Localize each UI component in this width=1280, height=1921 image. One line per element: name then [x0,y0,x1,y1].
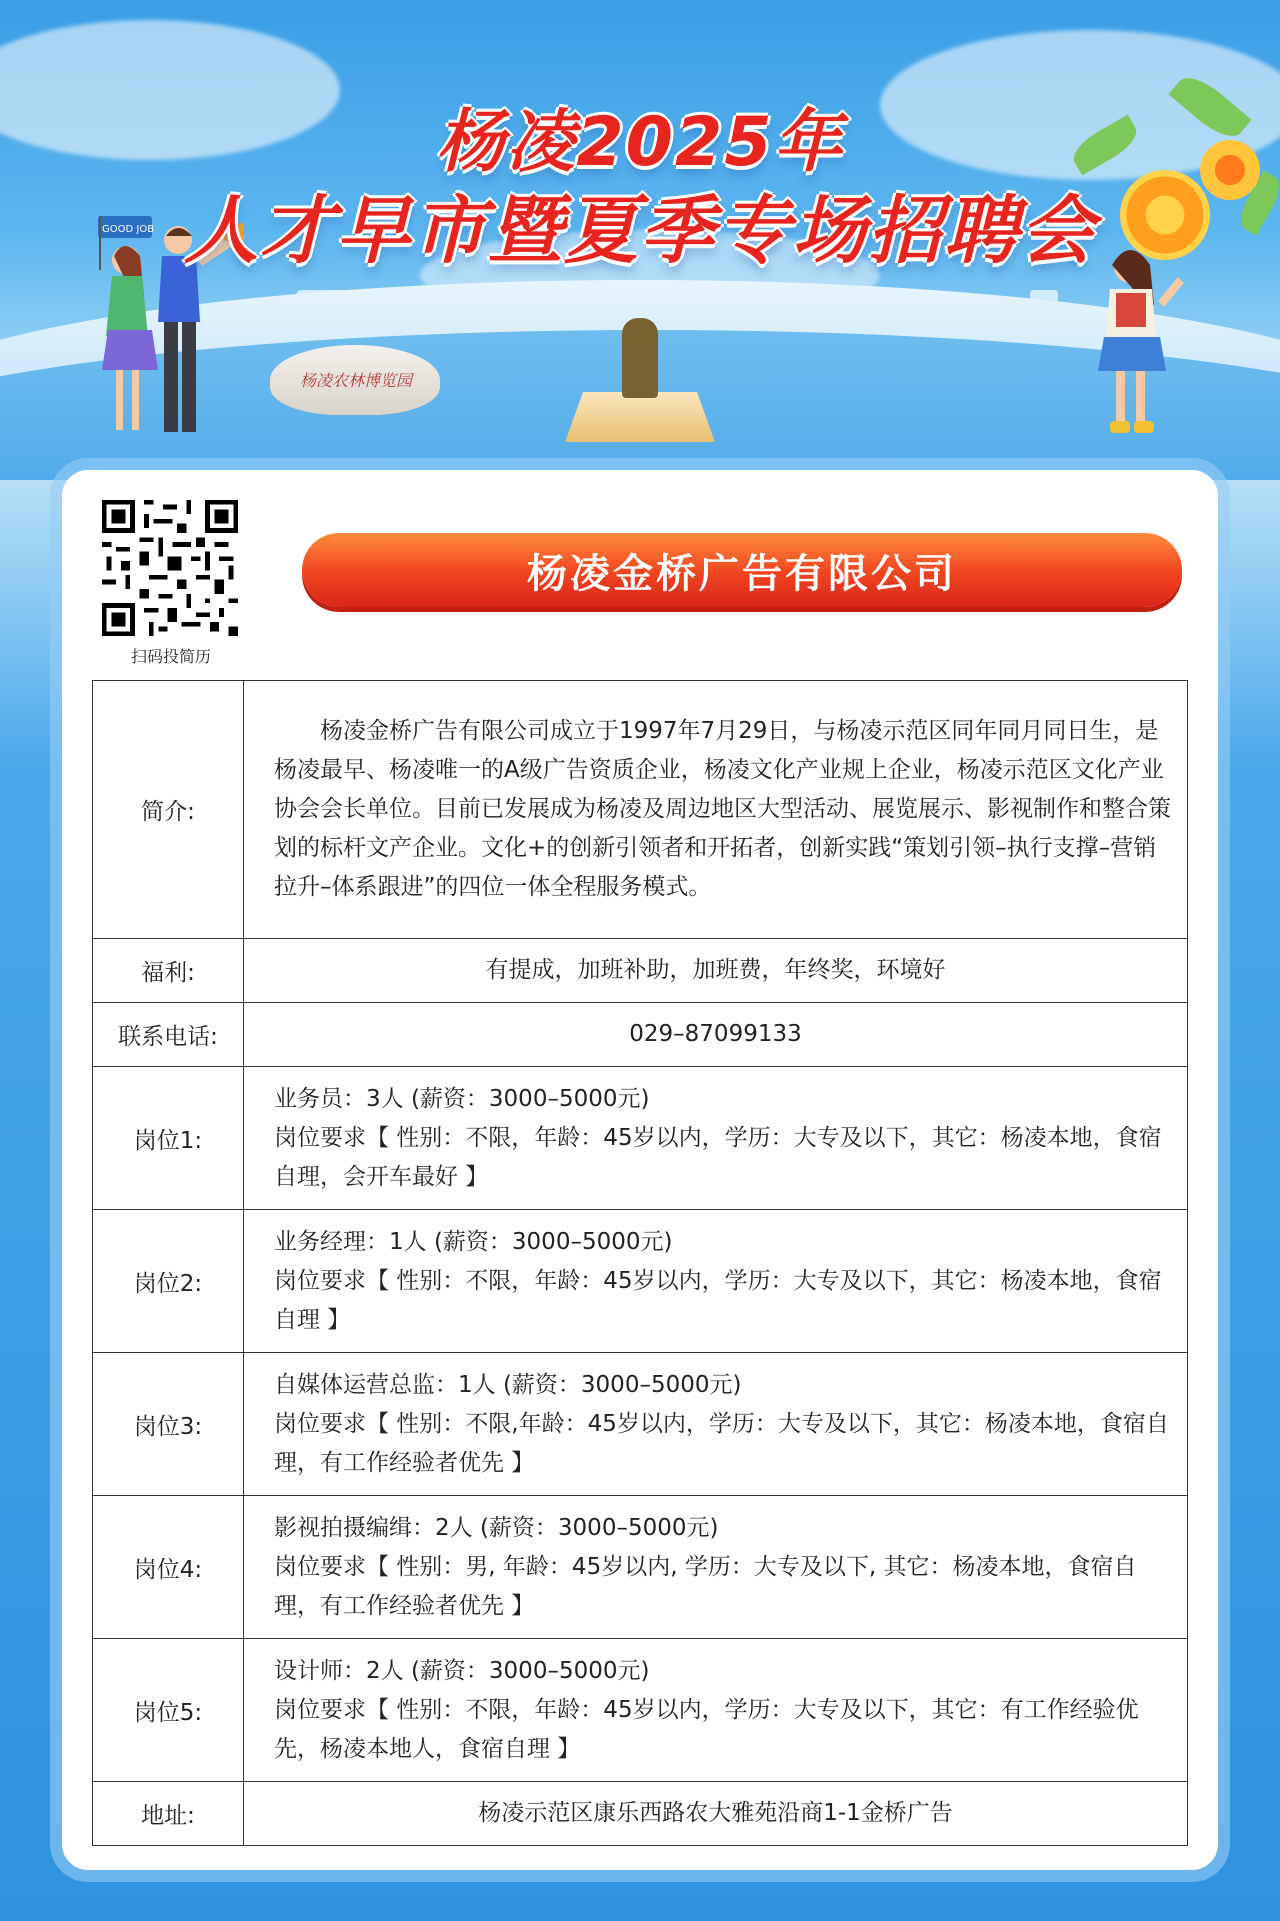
job-requirements: 岗位要求【 性别：不限,年龄：45岁以内，学历：大专及以下，其它：杨凌本地，食宿自理，有工作经验者优先 】 [274,1410,1169,1476]
table-row [93,1353,1188,1496]
address-label: 地址: [93,1782,244,1846]
welfare-label: 福利: [93,939,244,1003]
job-requirements: 岗位要求【 性别：不限，年龄：45岁以内，学历：大专及以下，其它：有工作经验优先，杨凌本地人，食宿自理 】 [274,1696,1139,1762]
job-title: 业务员：3人 (薪资：3000–5000元) [274,1085,650,1112]
statue-pedestal [565,392,715,442]
table-row [93,1496,1188,1639]
table-row [93,681,1188,939]
job-cell [244,1353,1188,1496]
job-title: 业务经理：1人 (薪资：3000–5000元) [274,1228,673,1255]
job-label: 岗位2: [93,1210,244,1353]
job-cell [244,1496,1188,1639]
event-title-line1: 杨凌2025年 [436,103,844,182]
job-label: 岗位3: [93,1353,244,1496]
statue-illustration [622,318,658,398]
job-cell [244,1067,1188,1210]
flag-text: GOOD JOB [102,224,155,235]
intro-text: 杨凌金桥广告有限公司成立于1997年7月29日，与杨凌示范区同年同月同日生，是杨凌最早、杨凌唯一的A级广告资质企业，杨凌文化产业规上企业，杨凌示范区文化产业协会会长单位。目前已发展成为杨凌及周边地区大型活动、展览展示、影视制作和整合策划的标杆文产企业。文化+的创新引领者和开拓者，创新实践“策划引领–执行支撑–营销拉升–体系跟进”的四位一体全程服务模式。 [274,718,1171,900]
job-cell [244,1210,1188,1353]
job-title: 影视拍摄编缉：2人 (薪资：3000–5000元) [274,1514,719,1541]
welfare-text: 有提成，加班补助，加班费，年终奖，环境好 [244,939,1188,1003]
table-row [93,1067,1188,1210]
header-banner [0,0,1280,480]
job-requirements: 岗位要求【 性别：不限，年龄：45岁以内，学历：大专及以下，其它：杨凌本地，食宿自理，会开车最好 】 [274,1124,1162,1190]
job-label: 岗位4: [93,1496,244,1639]
job-label: 岗位1: [93,1067,244,1210]
phone-number[interactable]: 029–87099133 [244,1003,1188,1067]
qr-code-label: 扫码投简历 [130,647,211,666]
job-label: 岗位5: [93,1639,244,1782]
table-row [93,1639,1188,1782]
job-requirements: 岗位要求【 性别：不限，年龄：45岁以内，学历：大专及以下，其它：杨凌本地，食宿自理 】 [274,1267,1162,1333]
company-name-banner: 杨凌金桥广告有限公司 [302,533,1182,607]
job-cell [244,1639,1188,1782]
qr-code-icon[interactable] [102,500,238,636]
job-title: 设计师：2人 (薪资：3000–5000元) [274,1657,650,1684]
phone-label: 联系电话: [93,1003,244,1067]
table-row [93,1003,1188,1067]
job-title: 自媒体运营总监：1人 (薪资：3000–5000元) [274,1371,742,1398]
job-info-table [92,680,1188,1846]
table-row [93,1210,1188,1353]
landmark-stone-text: 杨凌农林博览园 [300,371,413,390]
intro-label: 简介: [93,681,244,939]
address-text: 杨凌示范区康乐西路农大雅苑沿商1-1金桥广告 [244,1782,1188,1846]
job-requirements: 岗位要求【 性别：男, 年龄：45岁以内, 学历：大专及以下, 其它：杨凌本地，食宿自理，有工作经验者优先 】 [274,1553,1137,1619]
event-title-line2: 人才早市暨夏季专场招聘会 [184,188,1096,274]
table-row [93,1782,1188,1846]
intro-cell [244,681,1188,939]
table-row [93,939,1188,1003]
